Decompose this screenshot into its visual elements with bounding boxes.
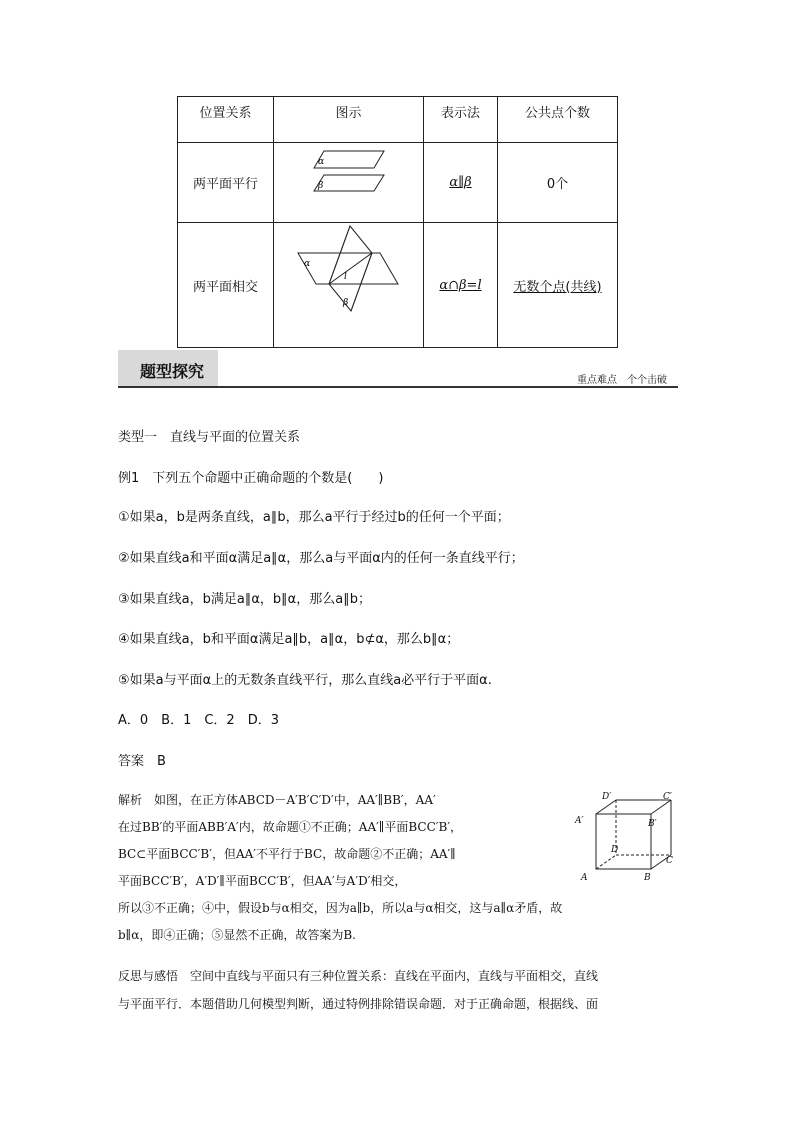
table-header-row	[178, 97, 618, 143]
explanation-line: 在过BB′的平面ABB′A′内，故命题①不正确；AA′∥平面BCC′B′，	[118, 820, 463, 834]
points-parallel: 0个	[498, 143, 618, 223]
notation-parallel-text: α∥β	[449, 175, 472, 190]
notation-intersect-text: α∩β=l	[439, 277, 482, 293]
proposition-1: ①如果a，b是两条直线，a∥b，那么a平行于经过b的任何一个平面；	[118, 510, 510, 525]
notation-parallel	[424, 143, 498, 223]
example-question: 例1 下列五个命题中正确命题的个数是( )	[118, 471, 384, 486]
cube-label-D: D	[611, 845, 619, 855]
section-title: 题型探究	[140, 362, 205, 381]
points-intersect	[498, 223, 618, 348]
plane-alpha-shape	[298, 253, 398, 284]
cube-label-A-prime: A′	[575, 816, 584, 826]
plane-relation-table	[177, 96, 618, 348]
explanation-line: 解析 如图，在正方体ABCD－A′B′C′D′中，AA′∥BB′，AA′	[118, 793, 436, 807]
intersecting-planes-figure	[274, 223, 423, 343]
table-row	[178, 143, 618, 223]
explanation-line: BC⊂平面BCC′B′，但AA′不平行于BC，故命题②不正确；AA′∥	[118, 847, 456, 861]
relation-intersect: 两平面相交	[178, 223, 274, 348]
header-notation: 表示法	[424, 97, 498, 143]
proposition-3: ③如果直线a，b满足a∥α，b∥α，那么a∥b；	[118, 592, 371, 607]
cube-label-C: C	[666, 856, 673, 866]
answer-options: A．0 B．1 C．2 D．3	[118, 713, 279, 728]
cube-figure	[570, 790, 680, 885]
header-relation: 位置关系	[178, 97, 274, 143]
answer: 答案 B	[118, 754, 166, 769]
section-subtitle: 重点难点 个个击破	[577, 375, 667, 386]
cube-label-B: B	[644, 873, 651, 883]
explanation-line: b∥α，即④正确；⑤显然不正确，故答案为B.	[118, 928, 356, 942]
explanation-line: 所以③不正确；④中，假设b与α相交，因为a∥b，所以a与α相交，这与a∥α矛盾，故	[118, 901, 563, 915]
proposition-2: ②如果直线a和平面α满足a∥α，那么a与平面α内的任何一条直线平行；	[118, 551, 524, 566]
reflection-line: 反思与感悟 空间中直线与平面只有三种位置关系：直线在平面内，直线与平面相交，直线	[118, 969, 599, 983]
diagram-intersecting-planes	[274, 223, 424, 348]
proposition-5: ⑤如果a与平面α上的无数条直线平行，那么直线a必平行于平面α.	[118, 673, 492, 688]
proposition-4: ④如果直线a，b和平面α满足a∥b，a∥α，b⊄α，那么b∥α；	[118, 632, 460, 647]
header-diagram: 图示	[274, 97, 424, 143]
relation-parallel: 两平面平行	[178, 143, 274, 223]
cube-label-C-prime: C′	[663, 792, 672, 802]
label-beta: β	[343, 298, 349, 308]
plane-beta-shape	[314, 175, 384, 191]
cube-label-D-prime: D′	[602, 792, 612, 802]
parallel-planes-figure	[274, 143, 423, 218]
section-divider	[118, 386, 678, 388]
label-alpha: α	[318, 157, 325, 167]
label-alpha: α	[304, 259, 311, 269]
type-heading: 类型一 直线与平面的位置关系	[118, 430, 301, 445]
table-row	[178, 223, 618, 348]
diagram-parallel-planes	[274, 143, 424, 223]
points-intersect-text: 无数个点(共线)	[513, 279, 602, 295]
cube-label-A: A	[581, 873, 588, 883]
label-l: l	[344, 272, 347, 282]
notation-intersect	[424, 223, 498, 348]
explanation-line: 平面BCC′B′，A′D′∥平面BCC′B′，但AA′与A′D′相交，	[118, 874, 407, 888]
header-common-points: 公共点个数	[498, 97, 618, 143]
cube-label-B-prime: B′	[648, 819, 657, 829]
reflection-line: 与平面平行．本题借助几何模型判断，通过特例排除错误命题．对于正确命题，根据线、面	[118, 997, 599, 1011]
plane-alpha-shape	[314, 151, 384, 168]
label-beta: β	[318, 181, 324, 191]
